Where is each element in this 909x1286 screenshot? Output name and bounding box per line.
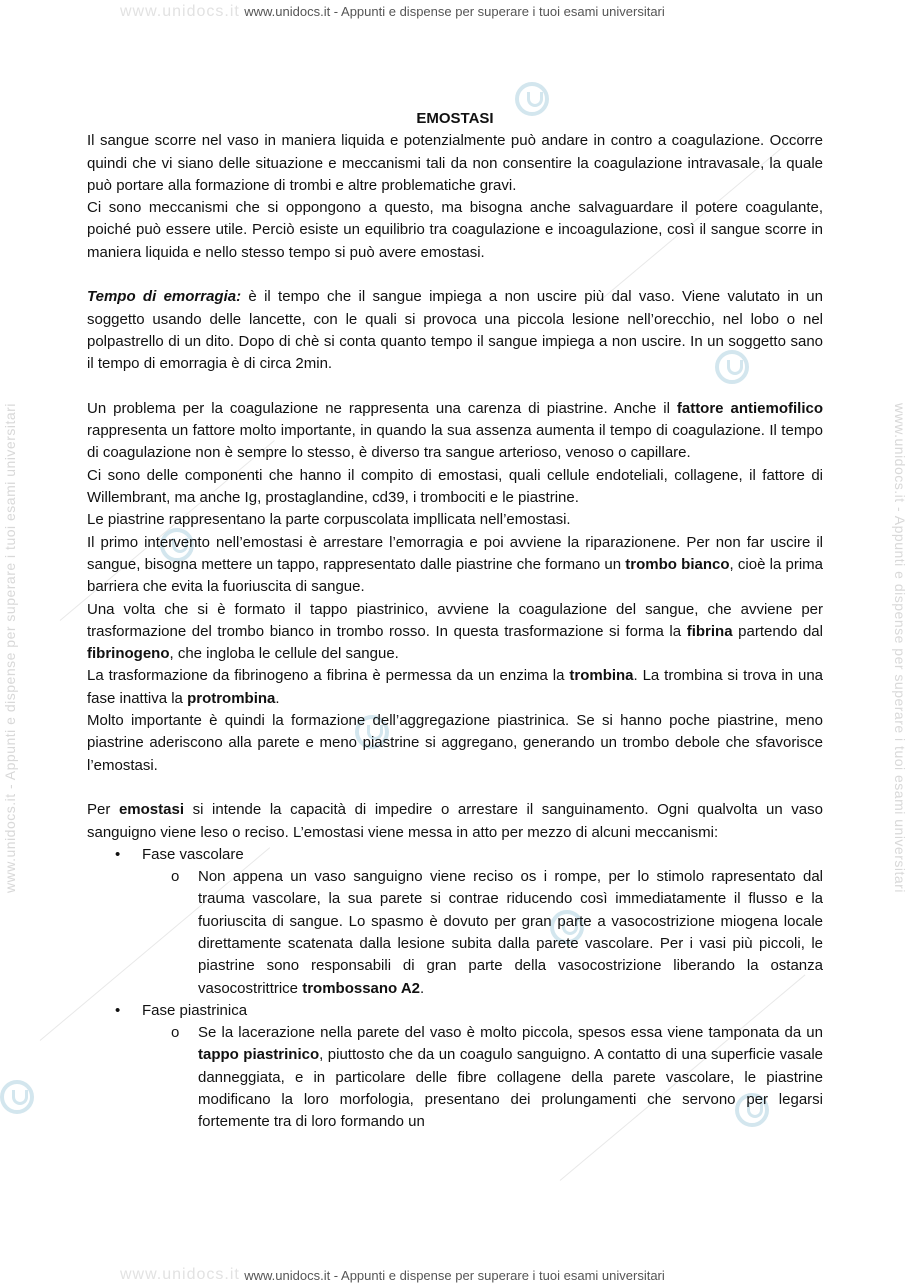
bold-term: emostasi bbox=[118, 801, 184, 819]
text-run: rappresenta un fattore molto importante, in quando la sua assenza aumenta il tempo di coagulazione. Il tempo di coagulazione non è sempre lo stesso, è diverso tra sangue arterioso, venoso o capillare. bbox=[87, 422, 823, 462]
bold-term: fibrinogeno bbox=[87, 645, 170, 663]
paragraph: Le piastrine rappresentano la parte corpuscolata impllicata nell’emostasi. bbox=[87, 511, 571, 529]
text-run: , che ingloba le cellule del sangue. bbox=[169, 645, 399, 663]
paragraph bbox=[87, 665, 823, 710]
page-footer: www.unidocs.it - Appunti e dispense per superare i tuoi esami universitari bbox=[244, 1268, 665, 1283]
watermark-right-text: www.unidocs.it - Appunti e dispense per superare i tuoi esami universitari bbox=[892, 403, 908, 893]
text-run: , piuttosto che da un coagulo sanguigno. A contatto di una superficie vasale danneggiata, e in particolare delle fibre collagene della parete vascolare, le piastrine modificano la loro morfologia, presentano dei prolungamenti che servono per legarsi fortemente tra di loro formando un bbox=[198, 1046, 823, 1131]
sub-bullet-icon: o bbox=[171, 1024, 180, 1042]
document-title: EMOSTASI bbox=[416, 110, 494, 127]
bold-term: trombossano A2 bbox=[302, 979, 420, 997]
sub-bullet-icon: o bbox=[171, 868, 180, 886]
paragraph-text: è il tempo che il sangue impiega a non uscire più dal vaso. Viene valutato in un soggetto usando delle lancette, con le quali si provoca una piccola lesione nell’orecchio, nel lobo o nel polpastrello di un dito. Dopo di chè si conta quanto tempo il sangue impiega a non uscire. In un soggetto sano il tempo di emorragia è di circa 2min. bbox=[87, 288, 823, 373]
list-item-label: Fase vascolare bbox=[142, 845, 244, 863]
sub-list-item bbox=[142, 1022, 823, 1133]
bold-term: fibrina bbox=[686, 622, 733, 640]
bold-term: tappo piastrinico bbox=[198, 1046, 320, 1064]
text-run: Il primo intervento nell’emostasi è arrestare l’emorragia e poi avviene la riparazionene. Per non far uscire il sangue, bisogna mettere un tappo, rappresentato dalle piastrine che formano un bbox=[87, 533, 823, 573]
paragraph bbox=[87, 398, 823, 465]
text-run: Una volta che si è formato il tappo piastrinico, avviene la coagulazione del sangue, che avviene per trasformazione del trombo bianco in trombo rosso. In questa trasformazione si forma la bbox=[87, 600, 823, 640]
text-run: Se la lacerazione nella parete del vaso è molto piccola, spesos essa viene tamponata da un bbox=[198, 1024, 823, 1042]
mechanism-list bbox=[87, 844, 823, 1134]
paragraph bbox=[87, 532, 823, 599]
text-run: . bbox=[275, 689, 280, 707]
bold-term: trombina bbox=[569, 667, 634, 685]
paragraph: Il sangue scorre nel vaso in maniera liquida e potenzialmente può andare in contro a coagulazione. Occorre quindi che vi siano delle situazione e meccanismi tali da non consentire la coagulazione intravasale, la quale può portare alla formazione di trombi e altre problematiche gravi. bbox=[87, 132, 823, 194]
text-run: Un problema per la coagulazione ne rappresenta una carenza di piastrine. Anche il bbox=[87, 399, 677, 417]
list-item bbox=[87, 1000, 823, 1134]
sub-list bbox=[142, 1022, 823, 1133]
text-run: partendo dal bbox=[732, 622, 823, 640]
text-run: , cioè la prima barriera che evita la fuoriuscita di sangue. bbox=[87, 555, 824, 596]
bold-term: fattore antiemofilico bbox=[676, 399, 823, 417]
text-run: Non appena un vaso sanguigno viene reciso os i rompe, per lo stimolo rapresentato dal trauma vascolare, la sua parete si contrae riducendo così immediatamente il flusso e la fuoriuscita di sangue. Lo spasmo è dovuto per gran parte a vasocostrizione miogena locale direttamente scatenata dalla lesione subita dalla parete vascolare. Per i vasi più piccoli, le piastrine sono responsabili di gran parte della vasocostrizione liberando la ostanza vasocostrittrice bbox=[198, 868, 823, 997]
text-run: si intende la capacità di impedire o arrestare il sanguinamento. Ogni qualvolta un vaso sanguigno viene leso o reciso. L’emostasi viene messa in atto per mezzo di alcuni meccanismi: bbox=[87, 801, 823, 841]
paragraph: Ci sono delle componenti che hanno il compito di emostasi, quali cellule endoteliali, collagene, il fattore di Willembrant, ma anche Ig, prostaglandine, cd39, i trombociti e le piastrine. bbox=[87, 466, 823, 507]
bullet-icon: • bbox=[115, 1001, 121, 1019]
watermark-top-text: www.unidocs.it bbox=[120, 3, 240, 20]
text-run: . bbox=[420, 979, 425, 997]
page-header: www.unidocs.it - Appunti e dispense per superare i tuoi esami universitari bbox=[244, 4, 665, 19]
list-item-label: Fase piastrinica bbox=[142, 1001, 248, 1019]
paragraph-tempo-emorragia bbox=[87, 286, 823, 375]
watermark-bottom-text: www.unidocs.it bbox=[120, 1266, 240, 1283]
bold-term: protrombina bbox=[187, 689, 276, 707]
sub-list bbox=[142, 866, 823, 1000]
paragraph bbox=[87, 599, 823, 666]
text-run: Per bbox=[87, 801, 119, 819]
text-run: . La trombina si trova in una fase inattiva la bbox=[87, 667, 823, 707]
paragraph bbox=[87, 799, 823, 844]
bold-term: trombo bianco bbox=[625, 555, 730, 573]
watermark-left-text: www.unidocs.it - Appunti e dispense per superare i tuoi esami universitari bbox=[2, 403, 18, 893]
sub-list-item bbox=[142, 866, 823, 1000]
paragraph: Ci sono meccanismi che si oppongono a questo, ma bisogna anche salvaguardare il potere coagulante, poiché può essere utile. Perciò esiste un equilibrio tra coagulazione e incoagulazione, così il sangue scorre in maniera liquida e nello stesso tempo si può avere emostasi. bbox=[87, 199, 823, 261]
text-run: La trasformazione da fibrinogeno a fibrina è permessa da un enzima la bbox=[87, 667, 570, 685]
document-body bbox=[87, 108, 823, 1134]
bullet-icon: • bbox=[115, 845, 121, 863]
unidocs-logo-icon bbox=[0, 1080, 34, 1114]
paragraph: Molto importante è quindi la formazione dell’aggregazione piastrinica. Se si hanno poche piastrine, meno piastrine aderiscono alla parete e meno piastrine si aggregano, generando un trombo debole che sfavorisce l’emostasi. bbox=[87, 712, 823, 774]
term-tempo-emorragia: Tempo di emorragia: bbox=[87, 288, 242, 306]
list-item bbox=[87, 844, 823, 1000]
